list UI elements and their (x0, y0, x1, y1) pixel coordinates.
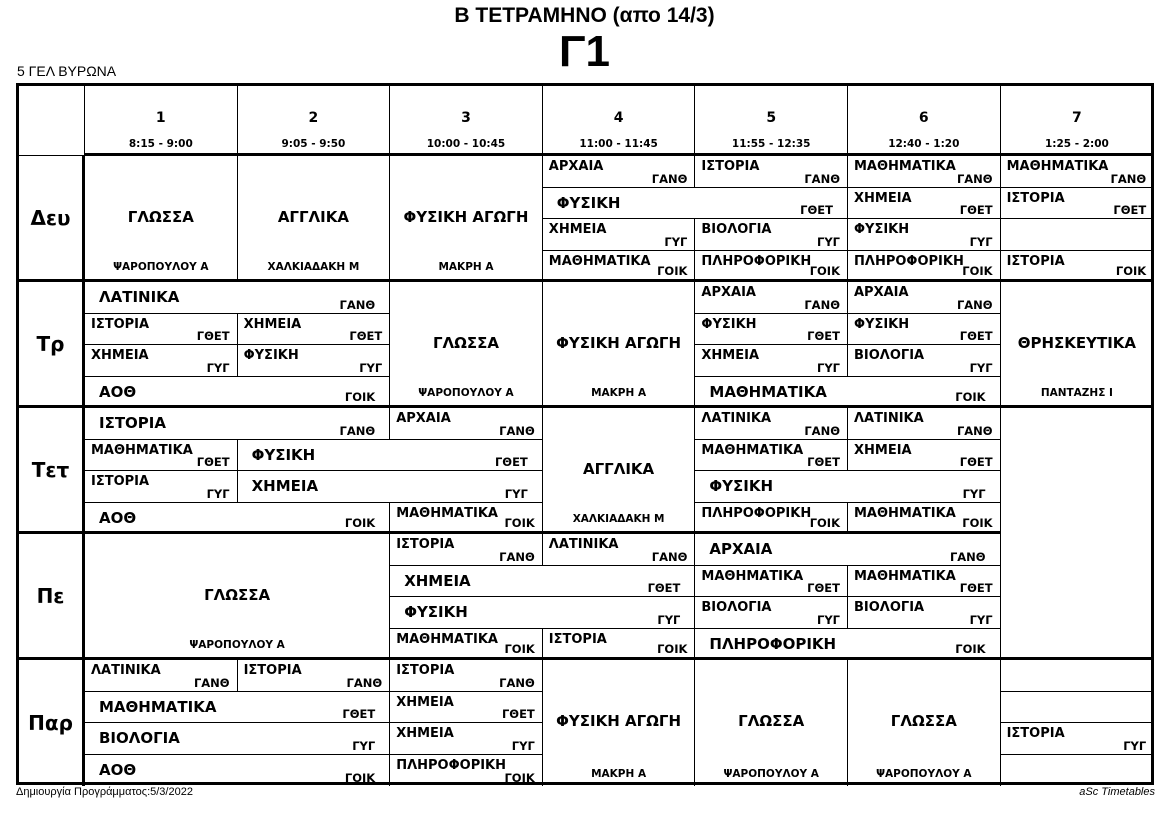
period-time: 10:00 - 10:45 (426, 138, 506, 150)
lesson-cell[interactable] (1001, 282, 1154, 408)
period-time: 8:15 - 9:00 (128, 138, 193, 150)
lesson-room: ΓΟΙΚ (504, 642, 535, 656)
day-name: Δευ (30, 205, 71, 230)
lesson-cell[interactable] (695, 503, 848, 535)
lesson-room: ΓΘΕΤ (494, 455, 528, 469)
lesson-room: ΓΘΕΤ (1113, 203, 1147, 217)
lesson-subject: ΧΗΜΕΙΑ (243, 316, 302, 332)
lesson-subject: ΛΑΤΙΝΙΚΑ (701, 411, 772, 426)
lesson-teacher: ΧΑΛΚΙΑΔΑΚΗ Μ (267, 261, 360, 273)
lesson-room: ΓΑΝΘ (956, 171, 993, 186)
lesson-room: ΓΘΕΤ (342, 707, 376, 721)
lesson-cell[interactable] (695, 534, 1000, 566)
lesson-teacher: ΨΑΡΟΠΟΥΛΟΥ Α (189, 639, 285, 651)
lesson-cell[interactable] (85, 503, 390, 535)
lesson-cell[interactable] (848, 188, 1001, 220)
lesson-cell[interactable] (390, 629, 543, 661)
lesson-room: ΓΥΓ (657, 612, 681, 627)
period-number: 2 (308, 110, 319, 126)
lesson-cell[interactable] (1001, 534, 1154, 660)
lesson-room: ΓΥΓ (359, 360, 383, 375)
lesson-subject: ΑΡΧΑΙΑ (854, 285, 909, 300)
lesson-subject: ΙΣΤΟΡΙΑ (99, 414, 166, 432)
lesson-subject: ΒΙΟΛΟΓΙΑ (701, 222, 772, 237)
lesson-subject: ΜΑΘΗΜΑΤΙΚΑ (396, 505, 498, 521)
timetable-grid (16, 83, 1154, 785)
lesson-subject: ΜΑΘΗΜΑΤΙΚΑ (396, 631, 498, 647)
lesson-subject: ΑΟΘ (99, 760, 137, 779)
period-number: 5 (766, 110, 777, 126)
lesson-subject: ΑΡΧΑΙΑ (701, 285, 756, 300)
day-label-cell (19, 282, 85, 408)
lesson-subject: ΜΑΘΗΜΑΤΙΚΑ (854, 568, 956, 584)
lesson-teacher: ΨΑΡΟΠΟΥΛΟΥ Α (723, 768, 819, 780)
lesson-subject: ΙΣΤΟΡΙΑ (701, 159, 760, 174)
lesson-cell[interactable] (1001, 660, 1154, 692)
lesson-cell[interactable] (848, 219, 1001, 251)
day-label-cell (19, 534, 85, 660)
day-label-cell (19, 156, 85, 282)
lesson-cell[interactable] (390, 534, 543, 566)
lesson-room: ΓΑΝΘ (346, 675, 383, 690)
lesson-cell[interactable] (1001, 755, 1154, 787)
lesson-teacher: ΜΑΚΡΗ Α (591, 387, 647, 399)
lesson-subject: ΛΑΤΙΝΙΚΑ (99, 288, 180, 306)
lesson-room: ΓΟΙΚ (955, 390, 986, 404)
lesson-subject: ΧΗΜΕΙΑ (396, 694, 454, 710)
lesson-subject: ΦΥΣΙΚΗ (243, 348, 299, 363)
lesson-cell[interactable] (695, 345, 848, 377)
lesson-subject: ΧΗΜΕΙΑ (548, 222, 607, 237)
lesson-subject: ΦΥΣΙΚΗ (251, 445, 316, 464)
lesson-cell[interactable] (695, 314, 848, 346)
lesson-subject: ΙΣΤΟΡΙΑ (1006, 726, 1065, 741)
lesson-room: ΓΘΕΤ (800, 203, 833, 217)
lesson-room: ΓΟΙΚ (809, 264, 840, 278)
creation-date: Δημιουργία Προγράμματος:5/3/2022 (16, 786, 193, 798)
lesson-room: ΓΟΙΚ (962, 264, 993, 278)
lesson-cell[interactable] (543, 629, 696, 661)
lesson-subject: ΙΣΤΟΡΙΑ (396, 663, 455, 678)
lesson-subject: ΦΥΣΙΚΗ (404, 603, 468, 621)
lesson-cell[interactable] (848, 503, 1001, 535)
lesson-room: ΓΑΝΘ (651, 549, 688, 564)
lesson-cell[interactable] (695, 660, 848, 786)
lesson-cell[interactable] (695, 251, 848, 283)
lesson-cell[interactable] (390, 503, 543, 535)
lesson-cell[interactable] (848, 408, 1001, 440)
lesson-subject: ΜΑΘΗΜΑΤΙΚΑ (701, 568, 804, 584)
lesson-cell[interactable] (543, 282, 696, 408)
lesson-room: ΓΟΙΚ (344, 771, 376, 785)
day-name: Πε (36, 583, 65, 608)
lesson-cell[interactable] (85, 282, 390, 314)
lesson-cell[interactable] (543, 156, 696, 188)
lesson-room: ΓΟΙΚ (504, 771, 535, 785)
timetable-title: Β ΤΕΤΡΑΜΗΝΟ (απο 14/3) (454, 4, 715, 27)
period-time: 12:40 - 1:20 (888, 138, 960, 150)
lesson-room: ΓΘΕΤ (196, 329, 230, 343)
lesson-subject: ΙΣΤΟΡΙΑ (1006, 190, 1065, 206)
lesson-cell[interactable] (848, 251, 1001, 283)
lesson-room: ΓΟΙΚ (809, 516, 840, 530)
lesson-room: ΓΑΝΘ (339, 423, 376, 438)
lesson-cell[interactable] (848, 345, 1001, 377)
lesson-cell[interactable] (848, 440, 1001, 472)
lesson-cell[interactable] (390, 597, 695, 629)
lesson-subject: ΑΓΓΛΙΚΑ (277, 208, 349, 226)
lesson-subject: ΠΛΗΡΟΦΟΡΙΚΗ (396, 757, 507, 773)
period-number: 7 (1072, 110, 1082, 126)
lesson-cell[interactable] (85, 377, 390, 409)
lesson-cell[interactable] (238, 345, 391, 377)
lesson-subject: ΦΥΣΙΚΗ (854, 316, 910, 332)
period-time: 9:05 - 9:50 (281, 138, 346, 150)
lesson-cell[interactable] (390, 408, 543, 440)
lesson-room: ΓΑΝΘ (804, 171, 840, 186)
period-number: 4 (613, 110, 624, 126)
lesson-subject: ΜΑΘΗΜΑΤΙΚΑ (548, 253, 651, 269)
lesson-cell[interactable] (85, 660, 238, 692)
lesson-teacher: ΜΑΚΡΗ Α (591, 768, 647, 780)
lesson-room: ΓΟΙΚ (504, 516, 535, 530)
lesson-cell[interactable] (1001, 723, 1154, 755)
lesson-subject: ΦΥΣΙΚΗ (709, 477, 774, 495)
lesson-cell[interactable] (695, 282, 848, 314)
lesson-subject: ΓΛΩΣΣΑ (738, 712, 805, 730)
lesson-subject: ΜΑΘΗΜΑΤΙΚΑ (854, 505, 956, 521)
lesson-subject: ΦΥΣΙΚΗ (556, 193, 621, 212)
lesson-room: ΓΟΙΚ (657, 264, 688, 278)
lesson-subject: ΜΑΘΗΜΑΤΙΚΑ (709, 382, 827, 401)
lesson-subject: ΧΗΜΕΙΑ (396, 726, 454, 741)
period-header (85, 86, 238, 156)
lesson-subject: ΧΗΜΕΙΑ (404, 571, 471, 590)
lesson-room: ΓΥΓ (352, 738, 376, 753)
lesson-cell[interactable] (695, 408, 848, 440)
software-credit: aSc Timetables (1079, 786, 1155, 798)
lesson-cell[interactable] (848, 566, 1001, 598)
lesson-cell[interactable] (85, 471, 238, 503)
lesson-cell[interactable] (238, 156, 391, 282)
lesson-cell[interactable] (390, 156, 543, 282)
lesson-room: ΓΥΓ (817, 234, 840, 249)
period-header (238, 86, 391, 156)
period-header (543, 86, 696, 156)
lesson-cell[interactable] (1001, 188, 1154, 220)
lesson-subject: ΙΣΤΟΡΙΑ (243, 663, 302, 678)
lesson-cell[interactable] (1001, 692, 1154, 724)
lesson-cell[interactable] (543, 408, 696, 534)
period-time: 11:00 - 11:45 (579, 138, 658, 150)
lesson-cell[interactable] (848, 660, 1001, 786)
lesson-cell[interactable] (695, 597, 848, 629)
lesson-subject: ΧΗΜΕΙΑ (91, 348, 149, 363)
lesson-room: ΓΥΓ (969, 360, 993, 375)
lesson-room: ΓΘΕΤ (959, 203, 993, 217)
lesson-subject: ΓΛΩΣΣΑ (432, 334, 499, 352)
lesson-cell[interactable] (695, 377, 1000, 409)
lesson-room: ΓΟΙΚ (344, 516, 376, 530)
lesson-room: ΓΑΝΘ (804, 297, 840, 312)
lesson-room: ΓΑΝΘ (956, 297, 993, 312)
lesson-cell[interactable] (85, 692, 390, 724)
lesson-room: ΓΟΙΚ (955, 642, 986, 656)
period-number: 1 (155, 110, 166, 126)
lesson-cell[interactable] (85, 345, 238, 377)
lesson-room: ΓΑΝΘ (339, 297, 376, 312)
lesson-room: ΓΟΙΚ (1115, 264, 1147, 278)
lesson-subject: ΜΑΘΗΜΑΤΙΚΑ (854, 159, 956, 174)
lesson-room: ΓΥΓ (969, 234, 993, 249)
lesson-room: ΓΥΓ (206, 360, 230, 375)
lesson-cell[interactable] (695, 471, 1000, 503)
lesson-subject: ΓΛΩΣΣΑ (890, 712, 957, 730)
lesson-cell[interactable] (85, 408, 390, 440)
lesson-teacher: ΧΑΛΚΙΑΔΑΚΗ Μ (572, 513, 665, 525)
lesson-room: ΓΥΓ (962, 486, 986, 501)
lesson-cell[interactable] (543, 534, 696, 566)
lesson-room: ΓΑΝΘ (956, 423, 993, 438)
lesson-room: ΓΘΕΤ (959, 455, 993, 469)
period-header (1001, 86, 1154, 156)
lesson-subject: ΠΛΗΡΟΦΟΡΙΚΗ (854, 253, 964, 269)
lesson-subject: ΦΥΣΙΚΗ ΑΓΩΓΗ (556, 334, 682, 352)
lesson-teacher: ΨΑΡΟΠΟΥΛΟΥ Α (113, 261, 209, 273)
lesson-cell[interactable] (238, 660, 391, 692)
corner-cell (19, 86, 85, 156)
lesson-room: ΓΥΓ (817, 612, 840, 627)
lesson-room: ΓΑΝΘ (499, 675, 535, 690)
lesson-cell[interactable] (85, 534, 390, 660)
lesson-room: ΓΑΝΘ (949, 549, 986, 564)
lesson-subject: ΓΛΩΣΣΑ (127, 208, 194, 226)
lesson-subject: ΙΣΤΟΡΙΑ (91, 316, 150, 332)
lesson-subject: ΛΑΤΙΝΙΚΑ (91, 663, 161, 678)
lesson-subject: ΒΙΟΛΟΓΙΑ (854, 348, 925, 363)
lesson-room: ΓΘΕΤ (349, 329, 383, 343)
lesson-subject: ΜΑΘΗΜΑΤΙΚΑ (1006, 159, 1109, 174)
lesson-cell[interactable] (695, 156, 848, 188)
lesson-room: ΓΘΕΤ (647, 581, 681, 595)
lesson-subject: ΧΗΜΕΙΑ (701, 348, 760, 363)
lesson-room: ΓΑΝΘ (193, 675, 230, 690)
lesson-subject: ΠΛΗΡΟΦΟΡΙΚΗ (701, 253, 812, 269)
period-time: 1:25 - 2:00 (1044, 138, 1109, 150)
lesson-subject: ΦΥΣΙΚΗ (701, 316, 757, 332)
lesson-subject: ΒΙΟΛΟΓΙΑ (99, 729, 180, 747)
day-label-cell (19, 660, 85, 786)
lesson-room: ΓΥΓ (817, 360, 840, 375)
lesson-room: ΓΥΓ (206, 486, 230, 501)
lesson-subject: ΑΡΧΑΙΑ (709, 540, 773, 558)
lesson-subject: ΘΡΗΣΚΕΥΤΙΚΑ (1017, 334, 1137, 352)
lesson-cell[interactable] (543, 660, 696, 786)
lesson-cell[interactable] (390, 660, 543, 692)
lesson-room: ΓΑΝΘ (1110, 171, 1147, 186)
lesson-room: ΓΟΙΚ (962, 516, 993, 530)
lesson-subject: ΒΙΟΛΟΓΙΑ (854, 600, 925, 615)
lesson-room: ΓΟΙΚ (344, 390, 376, 404)
lesson-teacher: ΨΑΡΟΠΟΥΛΟΥ Α (876, 768, 972, 780)
day-name: Παρ (28, 711, 73, 735)
lesson-room: ΓΘΕΤ (807, 581, 840, 595)
lesson-cell[interactable] (85, 723, 390, 755)
lesson-cell[interactable] (695, 440, 848, 472)
lesson-subject: ΠΛΗΡΟΦΟΡΙΚΗ (709, 634, 837, 653)
lesson-subject: ΜΑΘΗΜΑΤΙΚΑ (91, 442, 193, 458)
lesson-cell[interactable] (695, 219, 848, 251)
lesson-subject: ΑΡΧΑΙΑ (396, 411, 451, 426)
lesson-subject: ΛΑΤΙΝΙΚΑ (854, 411, 924, 426)
period-number: 3 (461, 110, 471, 126)
lesson-cell[interactable] (543, 219, 696, 251)
lesson-cell[interactable] (848, 282, 1001, 314)
lesson-subject: ΑΡΧΑΙΑ (548, 159, 604, 174)
period-header (695, 86, 848, 156)
lesson-subject: ΜΑΘΗΜΑΤΙΚΑ (99, 697, 217, 716)
lesson-subject: ΙΣΤΟΡΙΑ (396, 537, 455, 552)
lesson-cell[interactable] (695, 629, 1000, 661)
lesson-cell[interactable] (543, 251, 696, 283)
lesson-room: ΓΘΕΤ (959, 581, 993, 595)
lesson-room: ΓΟΙΚ (657, 642, 688, 656)
lesson-room: ΓΥΓ (504, 486, 528, 501)
lesson-subject: ΑΟΘ (99, 508, 137, 527)
lesson-cell[interactable] (695, 566, 848, 598)
lesson-subject: ΓΛΩΣΣΑ (204, 586, 271, 604)
lesson-subject: ΛΑΤΙΝΙΚΑ (548, 537, 619, 552)
lesson-cell[interactable] (238, 314, 391, 346)
lesson-cell[interactable] (85, 440, 238, 472)
lesson-cell[interactable] (390, 282, 543, 408)
lesson-cell[interactable] (390, 566, 695, 598)
lesson-subject: ΦΥΣΙΚΗ (854, 222, 910, 237)
lesson-cell[interactable] (390, 755, 543, 787)
lesson-subject: ΒΙΟΛΟΓΙΑ (701, 600, 772, 615)
lesson-cell[interactable] (848, 156, 1001, 188)
lesson-cell[interactable] (1001, 219, 1154, 251)
school-name: 5 ΓΕΛ ΒΥΡΩΝΑ (17, 63, 117, 79)
period-time: 11:55 - 12:35 (731, 138, 811, 150)
lesson-cell[interactable] (1001, 156, 1154, 188)
lesson-subject: ΑΓΓΛΙΚΑ (583, 460, 655, 478)
lesson-cell[interactable] (238, 471, 543, 503)
lesson-subject: ΙΣΤΟΡΙΑ (548, 631, 607, 647)
lesson-subject: ΠΛΗΡΟΦΟΡΙΚΗ (701, 505, 812, 521)
lesson-cell[interactable] (390, 723, 543, 755)
class-name: Γ1 (559, 27, 610, 76)
lesson-room: ΓΥΓ (1123, 738, 1147, 753)
lesson-cell[interactable] (1001, 251, 1154, 283)
lesson-subject: ΧΗΜΕΙΑ (854, 442, 912, 458)
period-number: 6 (918, 110, 929, 126)
lesson-room: ΓΥΓ (664, 234, 688, 249)
lesson-room: ΓΥΓ (969, 612, 993, 627)
lesson-cell[interactable] (543, 188, 848, 220)
lesson-room: ΓΥΓ (511, 738, 535, 753)
lesson-room: ΓΑΝΘ (499, 549, 535, 564)
lesson-room: ΓΑΝΘ (651, 171, 688, 186)
day-name: Τρ (36, 331, 65, 356)
lesson-teacher: ΨΑΡΟΠΟΥΛΟΥ Α (418, 387, 514, 399)
lesson-room: ΓΑΝΘ (499, 423, 535, 438)
lesson-cell[interactable] (848, 314, 1001, 346)
lesson-subject: ΧΗΜΕΙΑ (251, 477, 319, 495)
day-name: Τετ (31, 457, 70, 482)
lesson-room: ΓΑΝΘ (804, 423, 840, 438)
lesson-subject: ΑΟΘ (99, 382, 137, 401)
lesson-subject: ΜΑΘΗΜΑΤΙΚΑ (701, 442, 804, 458)
lesson-cell[interactable] (238, 440, 543, 472)
lesson-room: ΓΘΕΤ (807, 455, 840, 469)
lesson-teacher: ΜΑΚΡΗ Α (438, 261, 494, 273)
lesson-subject: ΧΗΜΕΙΑ (854, 190, 912, 206)
lesson-cell[interactable] (85, 314, 238, 346)
lesson-cell[interactable] (390, 692, 543, 724)
lesson-cell[interactable] (85, 755, 390, 787)
day-label-cell (19, 408, 85, 534)
period-header (848, 86, 1001, 156)
period-header (390, 86, 543, 156)
lesson-cell[interactable] (85, 156, 238, 282)
lesson-room: ΓΘΕΤ (959, 329, 993, 343)
lesson-subject: ΙΣΤΟΡΙΑ (1006, 253, 1065, 269)
lesson-cell[interactable] (848, 597, 1001, 629)
lesson-subject: ΦΥΣΙΚΗ ΑΓΩΓΗ (556, 712, 682, 730)
lesson-subject: ΦΥΣΙΚΗ ΑΓΩΓΗ (403, 208, 529, 226)
lesson-room: ΓΘΕΤ (501, 707, 535, 721)
lesson-teacher: ΠΑΝΤΑΖΗΣ Ι (1040, 387, 1113, 399)
lesson-room: ΓΘΕΤ (807, 329, 840, 343)
lesson-subject: ΙΣΤΟΡΙΑ (91, 474, 150, 489)
lesson-room: ΓΘΕΤ (196, 455, 230, 469)
